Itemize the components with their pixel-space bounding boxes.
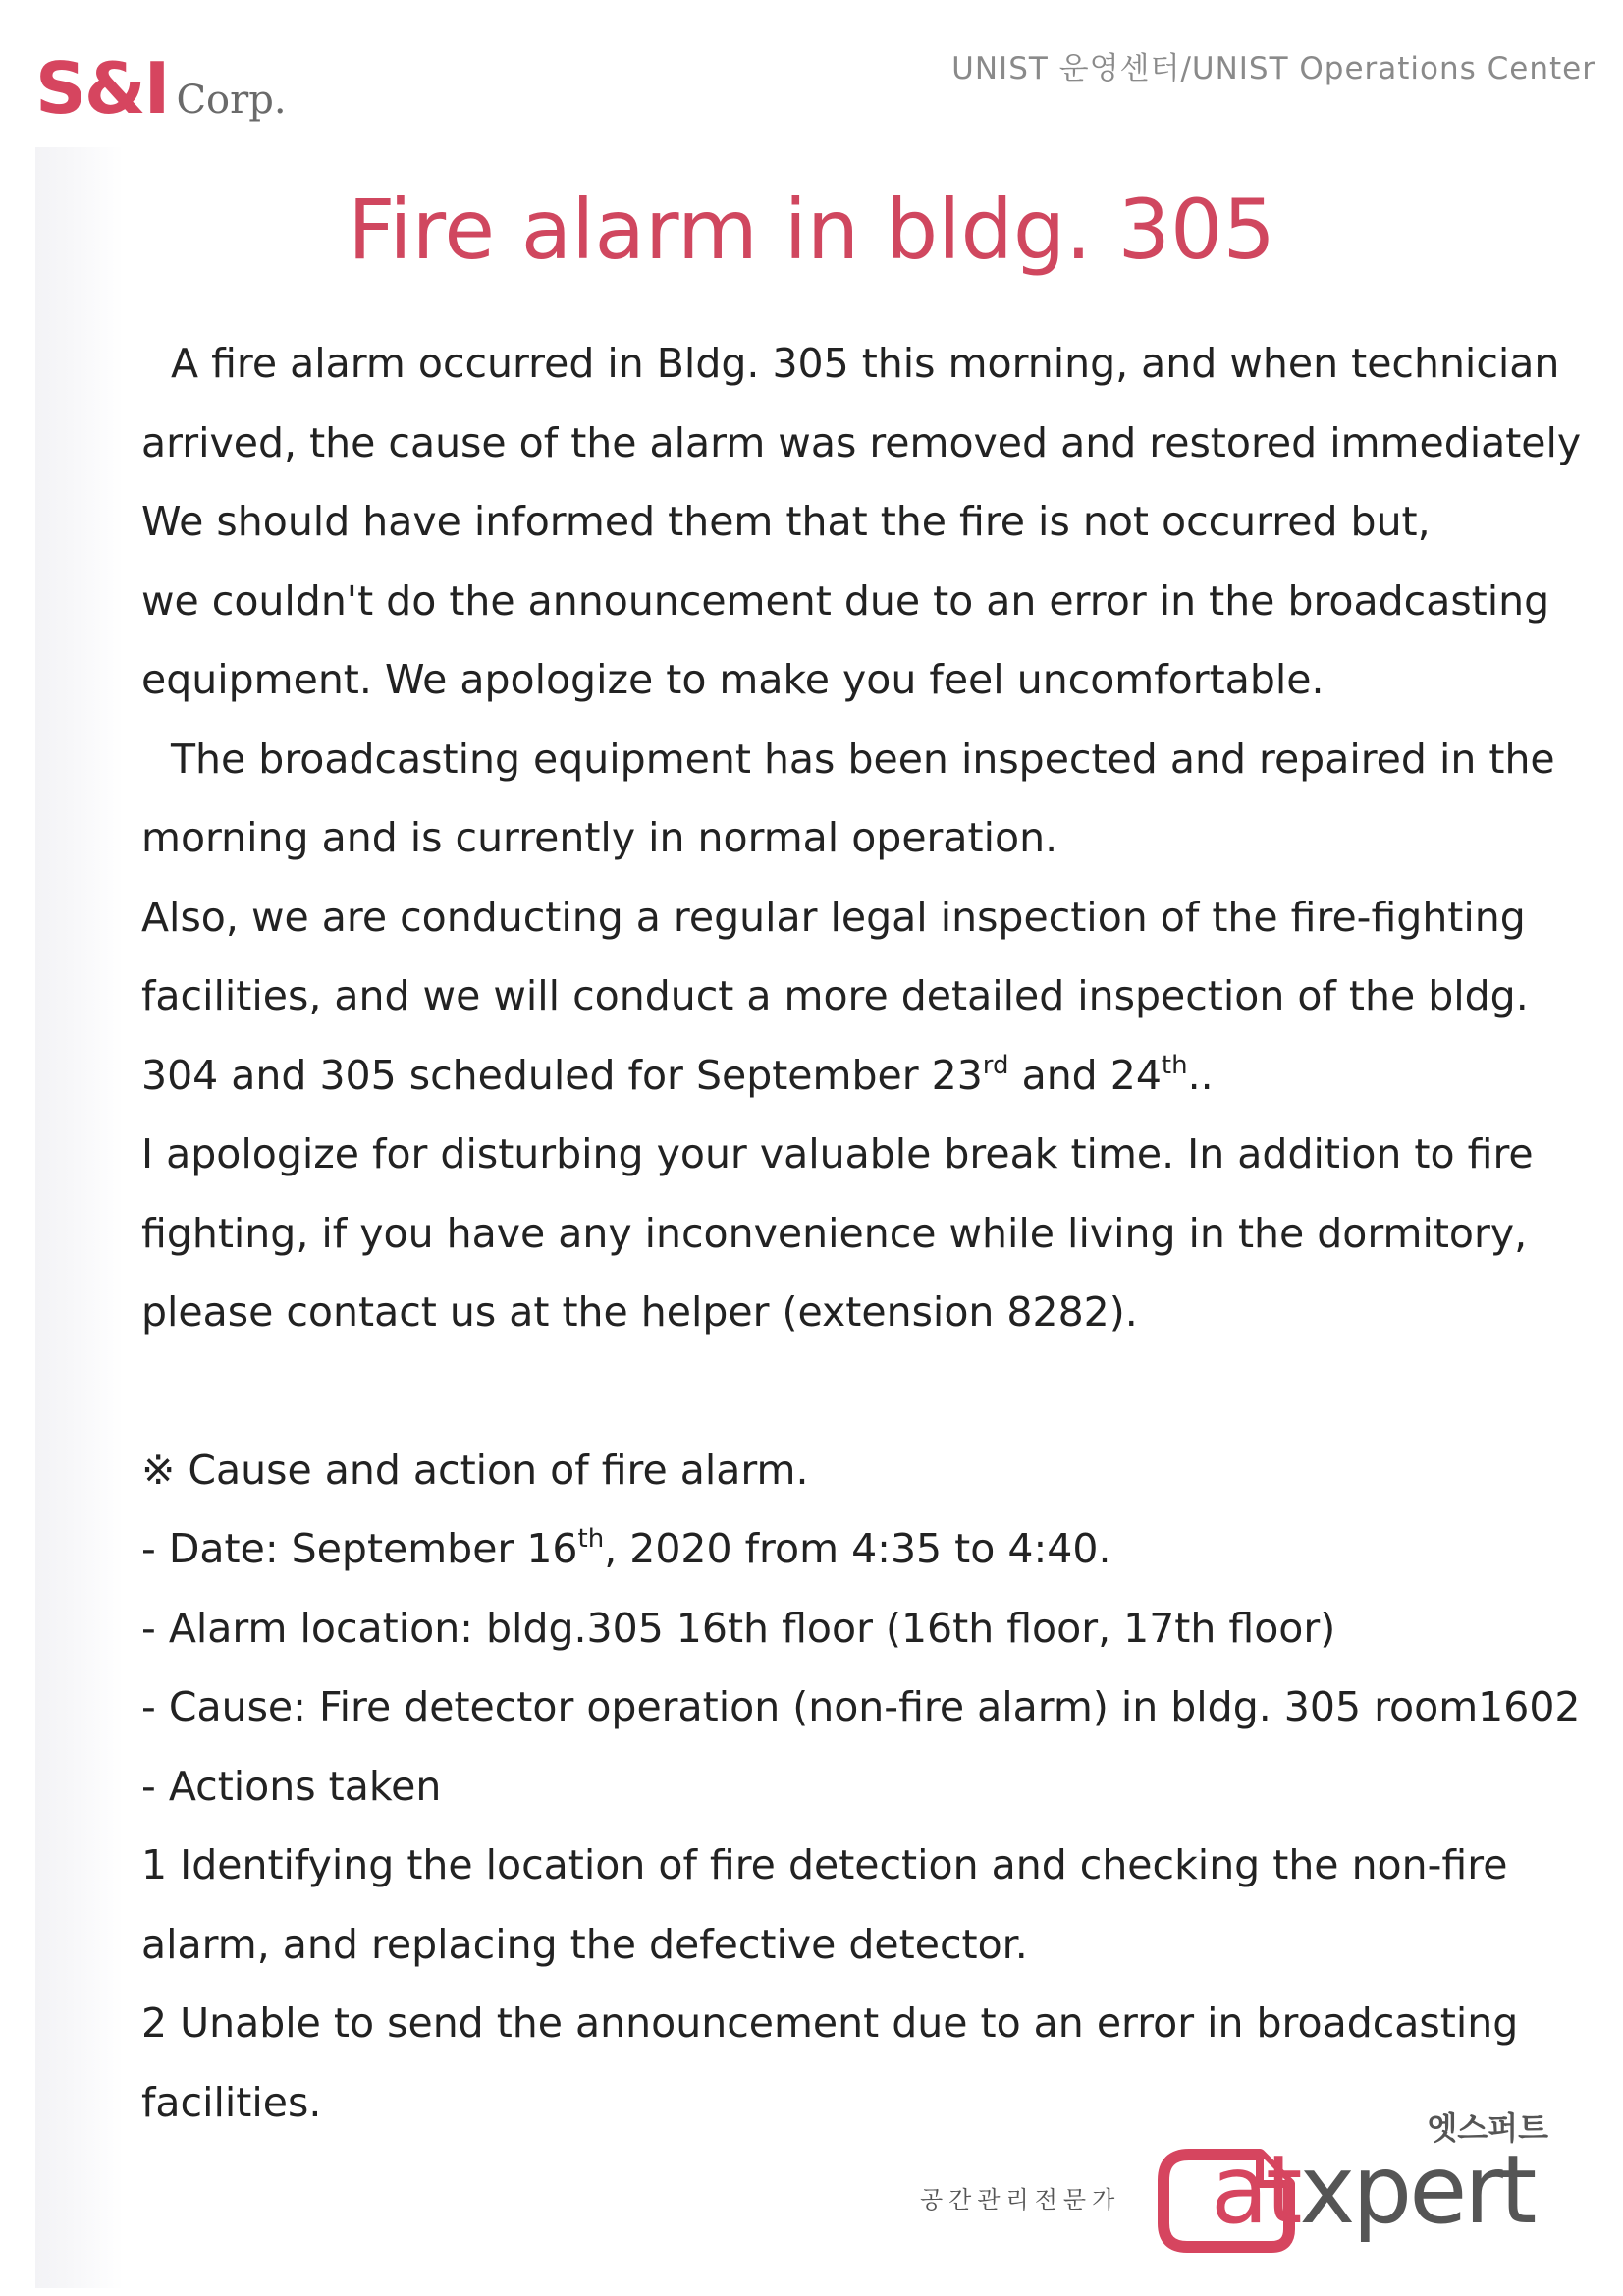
page-title: Fire alarm in bldg. 305 [348,182,1275,278]
alarm-location-line: - Alarm location: bldg.305 16th floor (16th floor, 17th floor) [141,1604,1336,1652]
company-logo-brand: S&I [35,47,169,130]
body-line: arrived, the cause of the alarm was removed and restored immediately [141,418,1582,466]
ordinal-suffix: th [577,1524,605,1554]
body-line: Also, we are conducting a regular legal inspection of the fire-fighting [141,893,1526,941]
section-heading: ※ Cause and action of fire alarm. [141,1446,809,1494]
date-prefix: - Date: September 16 [141,1525,578,1572]
inspection-date-suffix: .. [1187,1051,1214,1099]
action-item: 2 Unable to send the announcement due to an error in broadcasting [141,1999,1519,2047]
ordinal-suffix: th [1161,1050,1188,1080]
body-line: facilities, and we will conduct a more detailed inspection of the bldg. [141,972,1529,1019]
footer-brand-accent: at [1211,2135,1300,2245]
body-line: morning and is currently in normal operation. [141,814,1058,861]
body-line: please contact us at the helper (extension 8282). [141,1288,1138,1336]
action-item: alarm, and replacing the defective detector. [141,1920,1028,1968]
company-logo-suffix: Corp. [176,78,287,123]
body-line: A fire alarm occurred in Bldg. 305 this morning, and when technician [171,340,1560,387]
body-line: fighting, if you have any inconvenience while living in the dormitory, [141,1209,1528,1257]
action-item: 1 Identifying the location of fire detection and checking the non-fire [141,1841,1508,1888]
company-logo [35,47,287,130]
footer-tagline: 공간관리전문가 [920,2186,1121,2214]
actions-heading: - Actions taken [141,1762,442,1810]
atxpert-footer-logo [920,2104,1548,2270]
cause-line: - Cause: Fire detector operation (non-fire alarm) in bldg. 305 room1602 [141,1683,1581,1730]
scan-edge-shadow [35,147,124,2288]
section-spacer [141,1352,1604,1431]
body-line: equipment. We apologize to make you feel uncomfortable. [141,656,1325,703]
body-line: We should have informed them that the fire is not occurred but, [141,498,1431,545]
action-item: facilities. [141,2078,322,2126]
footer-brand-rest: xpert [1299,2135,1535,2245]
inspection-date-prefix: 304 and 305 scheduled for September 23 [141,1051,983,1099]
date-line [141,1509,1604,1589]
footer-brand-wordmark [1211,2135,1535,2245]
ordinal-suffix: rd [982,1050,1009,1080]
operations-center-label: UNIST 운영센터/UNIST Operations Center [951,51,1596,86]
footer-brand-korean: 엣스퍼트 [1427,2109,1548,2147]
date-suffix: , 2020 from 4:35 to 4:40. [604,1525,1111,1572]
inspection-date-line [141,1036,1604,1116]
body-line: The broadcasting equipment has been inspected and repaired in the [171,735,1555,783]
body-line: I apologize for disturbing your valuable break time. In addition to fire [141,1130,1534,1177]
body-line: we couldn't do the announcement due to an error in the broadcasting [141,576,1550,625]
notice-body [141,324,1604,2142]
inspection-date-mid: and 24 [1008,1051,1162,1099]
